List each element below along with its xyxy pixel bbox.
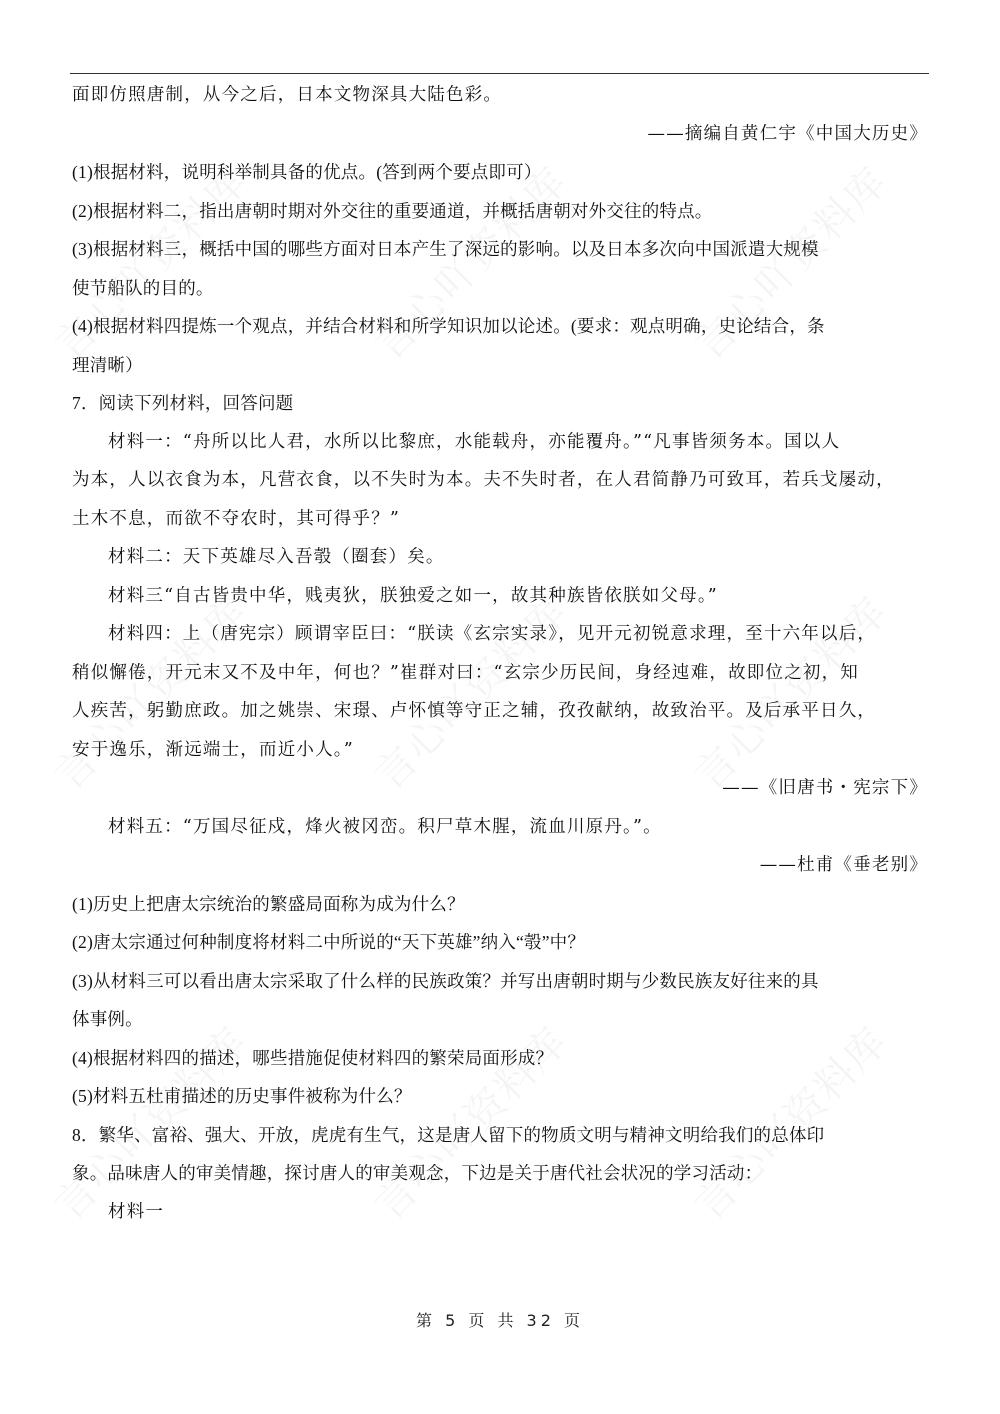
page-number-footer: 第 5 页 共 32 页 xyxy=(416,1311,584,1330)
question-line: (1)历史上把唐太宗统治的繁盛局面称为成为什么？ xyxy=(72,893,465,914)
question-line: (4)根据材料四提炼一个观点，并结合材料和所学知识加以论述。(要求：观点明确，史论结合，条 xyxy=(72,316,825,336)
question-line: 体事例。 xyxy=(72,1009,143,1029)
page-content xyxy=(72,76,928,1231)
material-line: 土木不息，而欲不夺农时，其可得乎？” xyxy=(72,508,401,529)
source-citation: ——杜甫《垂老别》 xyxy=(759,855,928,875)
question-title: 7．阅读下列材料，回答问题 xyxy=(72,393,294,413)
question-title: 8．繁华、富裕、强大、开放，虎虎有生气，这是唐人留下的物质文明与精神文明给我们的总体印 xyxy=(72,1124,825,1145)
material-line: 为本，人以衣食为本，凡营衣食，以不失时为本。夫不失时者，在人君简静乃可致耳，若兵戈屡动， xyxy=(72,470,895,490)
continued-text: 面即仿照唐制，从今之后，日本文物深具大陆色彩。 xyxy=(72,85,503,105)
material-line: 材料一：“舟所以比人君，水所以比黎庶，水能载舟，亦能覆舟。”“凡事皆须务本。国以人 xyxy=(108,431,841,452)
question-line: (2)根据材料二，指出唐朝时期对外交往的重要通道，并概括唐朝对外交往的特点。 xyxy=(72,200,713,221)
material-line: 稍似懈倦，开元末又不及中年，何也？”崔群对曰：“玄宗少历民间，身经迍难，故即位之初，知 xyxy=(72,662,859,683)
material-line: 安于逸乐，渐远端士，而近小人。” xyxy=(72,739,354,760)
material-line: 材料四：上（唐宪宗）顾谓宰臣曰：“朕读《玄宗实录》，见开元初锐意求理，至十六年以后， xyxy=(108,624,877,644)
question-line: (5)材料五杜甫描述的历史事件被称为什么？ xyxy=(72,1086,412,1106)
question-title: 象。品味唐人的审美情趣，探讨唐人的审美观念，下边是关于唐代社会状况的学习活动： xyxy=(72,1163,763,1183)
material-line: 材料二：天下英雄尽入吾彀（圈套）矣。 xyxy=(108,547,445,567)
source-citation: ——摘编自黄仁宇《中国大历史》 xyxy=(647,123,928,144)
question-line: (1)根据材料，说明科举制具备的优点。(答到两个要点即可） xyxy=(72,162,542,182)
question-line: (3)根据材料三，概括中国的哪些方面对日本产生了深远的影响。以及日本多次向中国派遣大规模 xyxy=(72,239,819,259)
material-line: 人疾苦，躬勤庶政。加之姚崇、宋璟、卢怀慎等守正之辅，孜孜献纳，故致治平。及后承平日久， xyxy=(72,701,877,721)
header-rule xyxy=(70,73,929,74)
material-label: 材料一 xyxy=(108,1201,165,1222)
question-line: (4)根据材料四的描述，哪些措施促使材料四的繁荣局面形成？ xyxy=(72,1047,554,1068)
material-line: 材料三“自古皆贵中华，贱夷狄，朕独爱之如一，故其种族皆依朕如父母。” xyxy=(108,585,718,606)
question-line: 使节船队的目的。 xyxy=(72,277,214,298)
question-line: (2)唐太宗通过何种制度将材料二中所说的“天下英雄”纳入“彀”中？ xyxy=(72,932,586,952)
question-line: 理清晰） xyxy=(72,354,143,375)
question-line: (3)从材料三可以看出唐太宗采取了什么样的民族政策？并写出唐朝时期与少数民族友好往来的具 xyxy=(72,970,819,991)
source-citation: ——《旧唐书・宪宗下》 xyxy=(722,778,928,798)
material-line: 材料五：“万国尽征戍，烽火被冈峦。积尸草木腥，流血川原丹。”。 xyxy=(108,816,662,837)
